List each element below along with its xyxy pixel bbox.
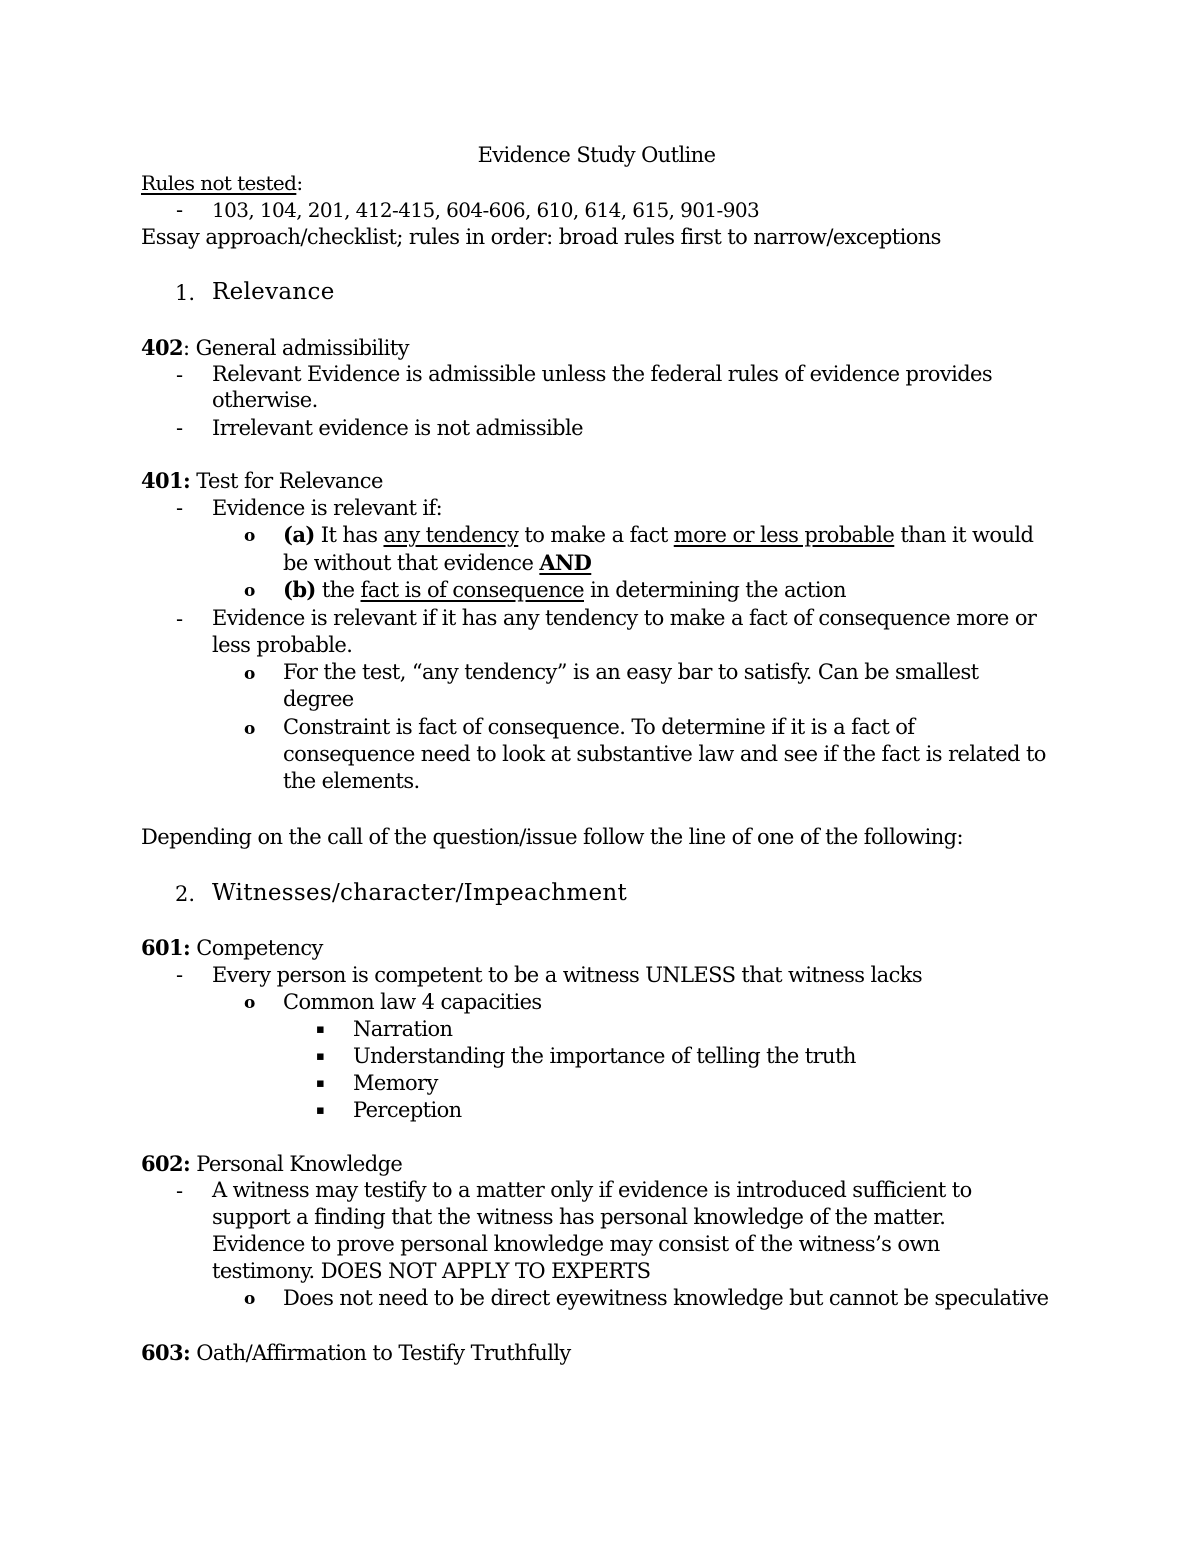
rule-401-heading <box>141 467 383 495</box>
dash-marker: - <box>176 607 184 631</box>
dash-marker: - <box>176 496 184 520</box>
rule-401-sub-2-line-2: consequence need to look at substantive law and see if the fact is related to <box>283 742 1046 766</box>
rule-401-bullet-2-line-1: Evidence is relevant if it has any tendency to make a fact of consequence more or <box>212 606 1037 630</box>
square-marker: ▪ <box>316 1049 325 1064</box>
circle-marker: o <box>244 664 256 684</box>
rule-401-sub-b-underline: fact is of consequence <box>360 578 584 602</box>
rule-601-heading <box>141 934 323 962</box>
rule-402-title: : General admissibility <box>183 336 409 360</box>
rules-not-tested-colon: : <box>296 171 303 195</box>
rule-401-sub-b-text: the <box>315 578 361 602</box>
dash-marker: - <box>176 416 184 440</box>
rule-601-sub: Common law 4 capacities <box>283 990 542 1014</box>
rule-402-bullet-2: Irrelevant evidence is not admissible <box>212 416 583 440</box>
capacity-item: Understanding the importance of telling the truth <box>353 1044 856 1068</box>
rule-602-title: Personal Knowledge <box>190 1152 403 1176</box>
rule-401-title: Test for Relevance <box>190 469 383 493</box>
rule-401-sub-b <box>283 576 846 604</box>
capacity-item: Perception <box>353 1098 462 1122</box>
rule-401-sub-1-line-1: For the test, “any tendency” is an easy bar to satisfy. Can be smallest <box>283 660 979 684</box>
rule-602-number: 602: <box>141 1151 191 1176</box>
rule-401-sub-2-line-3: the elements. <box>283 769 420 793</box>
section-2-heading: Witnesses/character/Impeachment <box>212 880 628 906</box>
essay-approach-text: Essay approach/checklist; rules in order: broad rules first to narrow/exceptions <box>141 225 941 249</box>
rule-401-bullet-1: Evidence is relevant if: <box>212 496 443 520</box>
rule-401-sub-a-text: It has <box>314 523 384 547</box>
rule-603-title: Oath/Affirmation to Testify Truthfully <box>190 1341 571 1365</box>
rule-401-sub-a-text-2: to make a fact <box>518 523 674 547</box>
dash-marker: - <box>176 198 184 222</box>
section-2-number: 2. <box>175 882 196 906</box>
rule-402-bullet-1-line-1: Relevant Evidence is admissible unless the federal rules of evidence provides <box>212 362 993 386</box>
dash-marker: - <box>176 363 184 387</box>
rule-603-number: 603: <box>141 1340 191 1365</box>
rule-401-bullet-2-line-2: less probable. <box>212 633 353 657</box>
rule-601-bullet-1: Every person is competent to be a witness UNLESS that witness lacks <box>212 963 923 987</box>
rules-not-tested-label <box>141 169 302 197</box>
rule-401-sub-1-line-2: degree <box>283 687 354 711</box>
rule-401-sub-a-text-3: than it would <box>894 523 1034 547</box>
rule-401-sub-a-underline-2: more or less probable <box>673 523 895 547</box>
rule-603-heading <box>141 1339 571 1367</box>
rule-401-sub-b-label: (b) <box>283 577 316 602</box>
square-marker: ▪ <box>316 1022 325 1037</box>
rule-401-sub-a-line-2 <box>283 549 591 577</box>
circle-marker: o <box>244 526 256 546</box>
depending-text: Depending on the call of the question/issue follow the line of one of the following: <box>141 825 964 849</box>
rule-401-sub-a-underline-1: any tendency <box>383 523 519 547</box>
document-title: Evidence Study Outline <box>477 143 716 167</box>
circle-marker: o <box>244 719 256 739</box>
rule-401-sub-a-line-2-text: be without that evidence <box>283 551 540 575</box>
rules-not-tested-list: 103, 104, 201, 412-415, 604-606, 610, 614, 615, 901-903 <box>212 198 760 222</box>
circle-marker: o <box>244 581 256 601</box>
rule-402-heading <box>141 334 409 362</box>
circle-marker: o <box>244 993 256 1013</box>
rule-602-bullet-line-2: support a finding that the witness has personal knowledge of the matter. <box>212 1205 946 1229</box>
square-marker: ▪ <box>316 1076 325 1091</box>
rule-402-bullet-1-line-2: otherwise. <box>212 388 318 412</box>
rule-601-number: 601: <box>141 935 191 960</box>
rule-602-heading <box>141 1150 402 1178</box>
section-1-number: 1. <box>175 281 196 305</box>
rule-601-title: Competency <box>190 936 323 960</box>
rules-not-tested-text: Rules not tested <box>141 171 297 195</box>
rule-602-bullet-line-4: testimony. DOES NOT APPLY TO EXPERTS <box>212 1259 651 1283</box>
capacity-item: Memory <box>353 1071 438 1095</box>
capacity-item: Narration <box>353 1017 453 1041</box>
section-1-heading: Relevance <box>212 279 335 305</box>
rule-401-sub-a-line-1 <box>283 521 1033 549</box>
rule-402-number: 402 <box>141 335 184 360</box>
dash-marker: - <box>176 1179 184 1203</box>
rule-602-sub: Does not need to be direct eyewitness knowledge but cannot be speculative <box>283 1286 1049 1310</box>
rule-401-sub-a-label: (a) <box>283 522 315 547</box>
rule-401-sub-b-text-2: in determining the action <box>584 578 846 602</box>
rule-602-bullet-line-3: Evidence to prove personal knowledge may consist of the witness’s own <box>212 1232 940 1256</box>
rule-602-bullet-line-1: A witness may testify to a matter only if evidence is introduced sufficient to <box>212 1178 972 1202</box>
dash-marker: - <box>176 963 184 987</box>
rule-401-number: 401: <box>141 468 191 493</box>
rule-401-sub-a-and: AND <box>539 550 592 575</box>
rule-401-sub-2-line-1: Constraint is fact of consequence. To determine if it is a fact of <box>283 715 915 739</box>
square-marker: ▪ <box>316 1103 325 1118</box>
circle-marker: o <box>244 1289 256 1309</box>
